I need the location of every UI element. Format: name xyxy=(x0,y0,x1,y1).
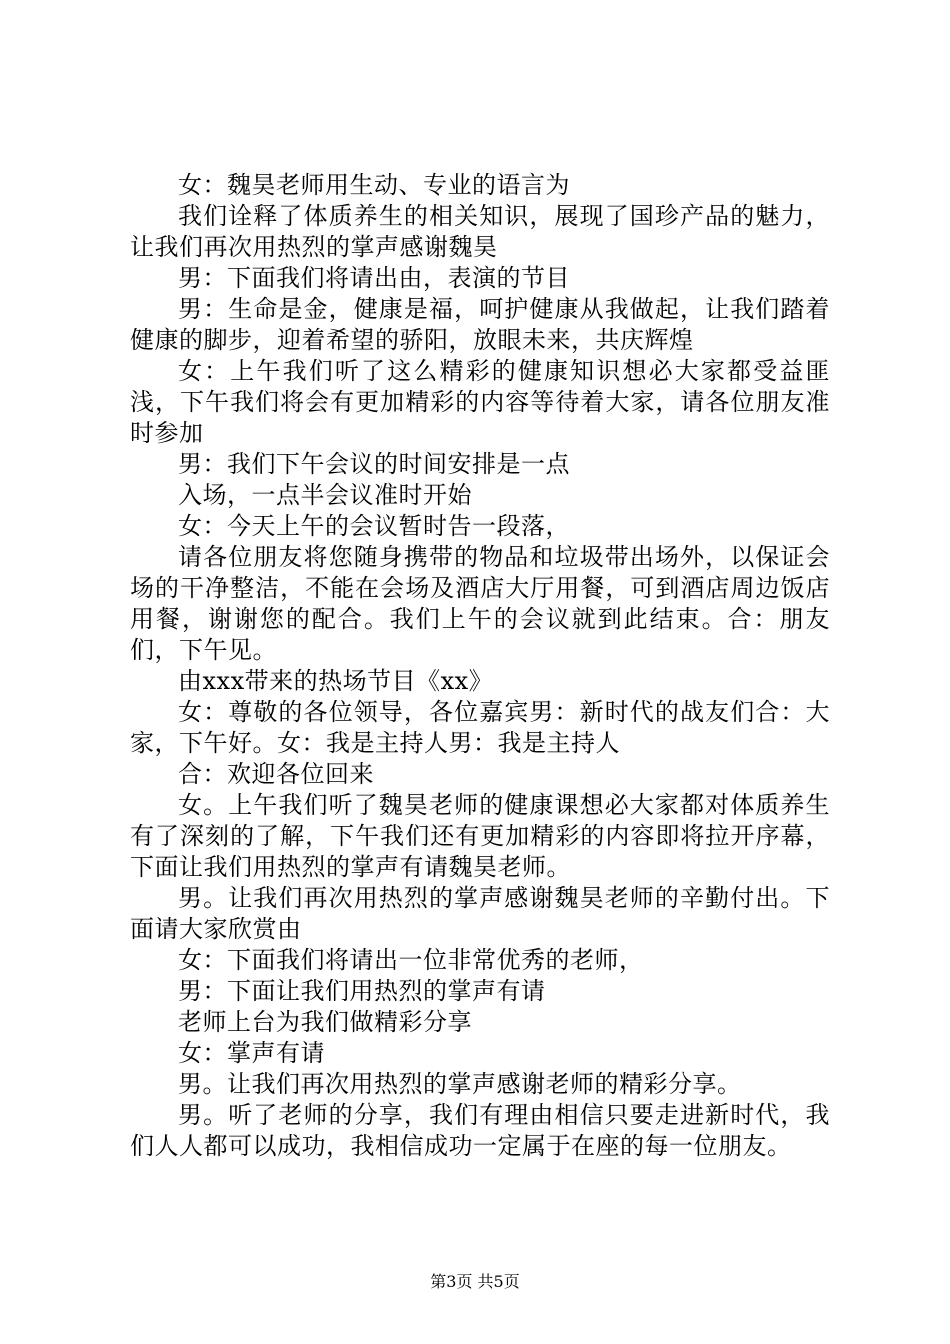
paragraph: 男：下面让我们用热烈的掌声有请 xyxy=(178,977,546,1005)
paragraph: 我们诠释了体质养生的相关知识，展现了国珍产品的魅力，让我们再次用热烈的掌声感谢魏昊 xyxy=(130,202,830,261)
paragraph: 男：生命是金，健康是福，呵护健康从我做起，让我们踏着健康的脚步，迎着希望的骄阳，放眼未来，共庆辉煌 xyxy=(130,295,830,354)
paragraph: 男。听了老师的分享，我们有理由相信只要走进新时代，我们人人都可以成功，我相信成功一定属于在座的每一位朋友。 xyxy=(130,1101,830,1160)
paragraph: 由xxx带来的热场节目《xx》 xyxy=(178,667,494,695)
paragraph: 女：上午我们听了这么精彩的健康知识想必大家都受益匪浅，下午我们将会有更加精彩的内容等待着大家，请各位朋友准时参加 xyxy=(130,357,830,447)
paragraph: 女：魏昊老师用生动、专业的语言为 xyxy=(178,171,570,199)
paragraph: 男：我们下午会议的时间安排是一点 xyxy=(178,450,570,478)
paragraph: 男：下面我们将请出由，表演的节目 xyxy=(178,264,570,292)
paragraph: 女：尊敬的各位领导，各位嘉宾男：新时代的战友们合：大家，下午好。女：我是主持人男：我是主持人 xyxy=(130,698,830,757)
paragraph: 请各位朋友将您随身携带的物品和垃圾带出场外，以保证会场的干净整洁，不能在会场及酒店大厅用餐，可到酒店周边饭店用餐，谢谢您的配合。我们上午的会议就到此结束。合：朋友们，下午见。 xyxy=(130,543,830,664)
document-body xyxy=(130,170,830,1162)
paragraph: 男。让我们再次用热烈的掌声感谢魏昊老师的辛勤付出。下面请大家欣赏由 xyxy=(130,884,830,943)
paragraph: 男。让我们再次用热烈的掌声感谢老师的精彩分享。 xyxy=(178,1070,742,1098)
page-number-footer: 第3页 共5页 xyxy=(430,1272,520,1291)
paragraph: 女：今天上午的会议暂时告一段落， xyxy=(178,512,570,540)
paragraph: 合：欢迎各位回来 xyxy=(178,760,374,788)
paragraph: 女：掌声有请 xyxy=(178,1039,325,1067)
paragraph: 女。上午我们听了魏昊老师的健康课想必大家都对体质养生有了深刻的了解，下午我们还有更加精彩的内容即将拉开序幕，下面让我们用热烈的掌声有请魏昊老师。 xyxy=(130,791,830,881)
paragraph: 女：下面我们将请出一位非常优秀的老师， xyxy=(178,946,644,974)
paragraph: 老师上台为我们做精彩分享 xyxy=(178,1008,472,1036)
paragraph: 入场，一点半会议准时开始 xyxy=(178,481,472,509)
